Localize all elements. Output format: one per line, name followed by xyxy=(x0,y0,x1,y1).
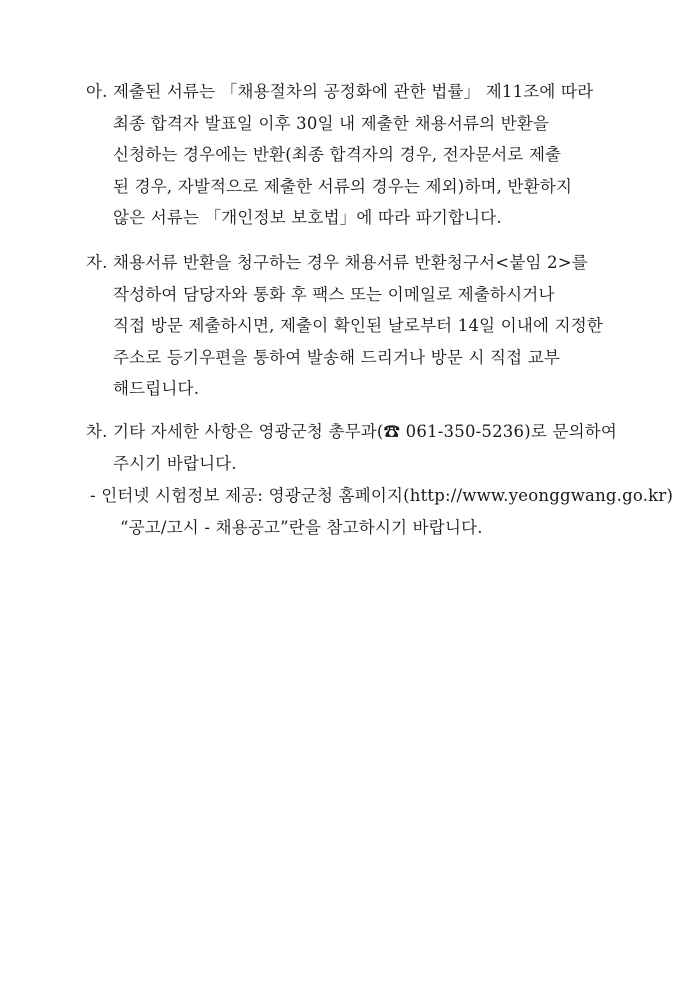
paragraph-a-document-return xyxy=(86,76,646,234)
paragraph-line: 최종 합격자 발표일 이후 30일 내 제출한 채용서류의 반환을 xyxy=(113,113,550,133)
paragraph-line: 해드립니다. xyxy=(113,379,200,398)
paragraph-line: 않은 서류는 「개인정보 보호법」에 따라 파기합니다. xyxy=(113,208,502,227)
paragraph-line: 직접 방문 제출하시면, 제출이 확인된 날로부터 14일 이내에 지정한 xyxy=(113,316,604,335)
paragraph-ja-return-request xyxy=(86,247,646,405)
paragraph-line: 주소로 등기우편을 통하여 발송해 드리거나 방문 시 직접 교부 xyxy=(113,347,561,367)
paragraph-line: 작성하여 담당자와 통화 후 팩스 또는 이메일로 제출하시거나 xyxy=(113,284,555,304)
paragraph-line: 자. 채용서류 반환을 청구하는 경우 채용서류 반환청구서<붙임 2>를 xyxy=(86,253,588,272)
paragraph-line: 아. 제출된 서류는 「채용절차의 공정화에 관한 법률」 제11조에 따라 xyxy=(86,82,594,101)
paragraph-line: 된 경우, 자발적으로 제출한 서류의 경우는 제외)하며, 반환하지 xyxy=(113,176,573,196)
note-line: - 인터넷 시험정보 제공: 영광군청 홈페이지(http://www.yeonggwang.go.kr) xyxy=(90,486,674,505)
paragraph-line: 신청하는 경우에는 반환(최종 합격자의 경우, 전자문서로 제출 xyxy=(113,145,562,164)
note-line: “공고/고시 - 채용공고”란을 참고하시기 바랍니다. xyxy=(120,517,483,537)
internet-info-note xyxy=(90,480,674,543)
paragraph-line: 차. 기타 자세한 사항은 영광군청 총무과(☎ 061-350-5236)로 문의하여 xyxy=(86,422,617,441)
paragraph-cha-inquiry xyxy=(86,416,646,479)
paragraph-line: 주시기 바랍니다. xyxy=(113,453,237,473)
